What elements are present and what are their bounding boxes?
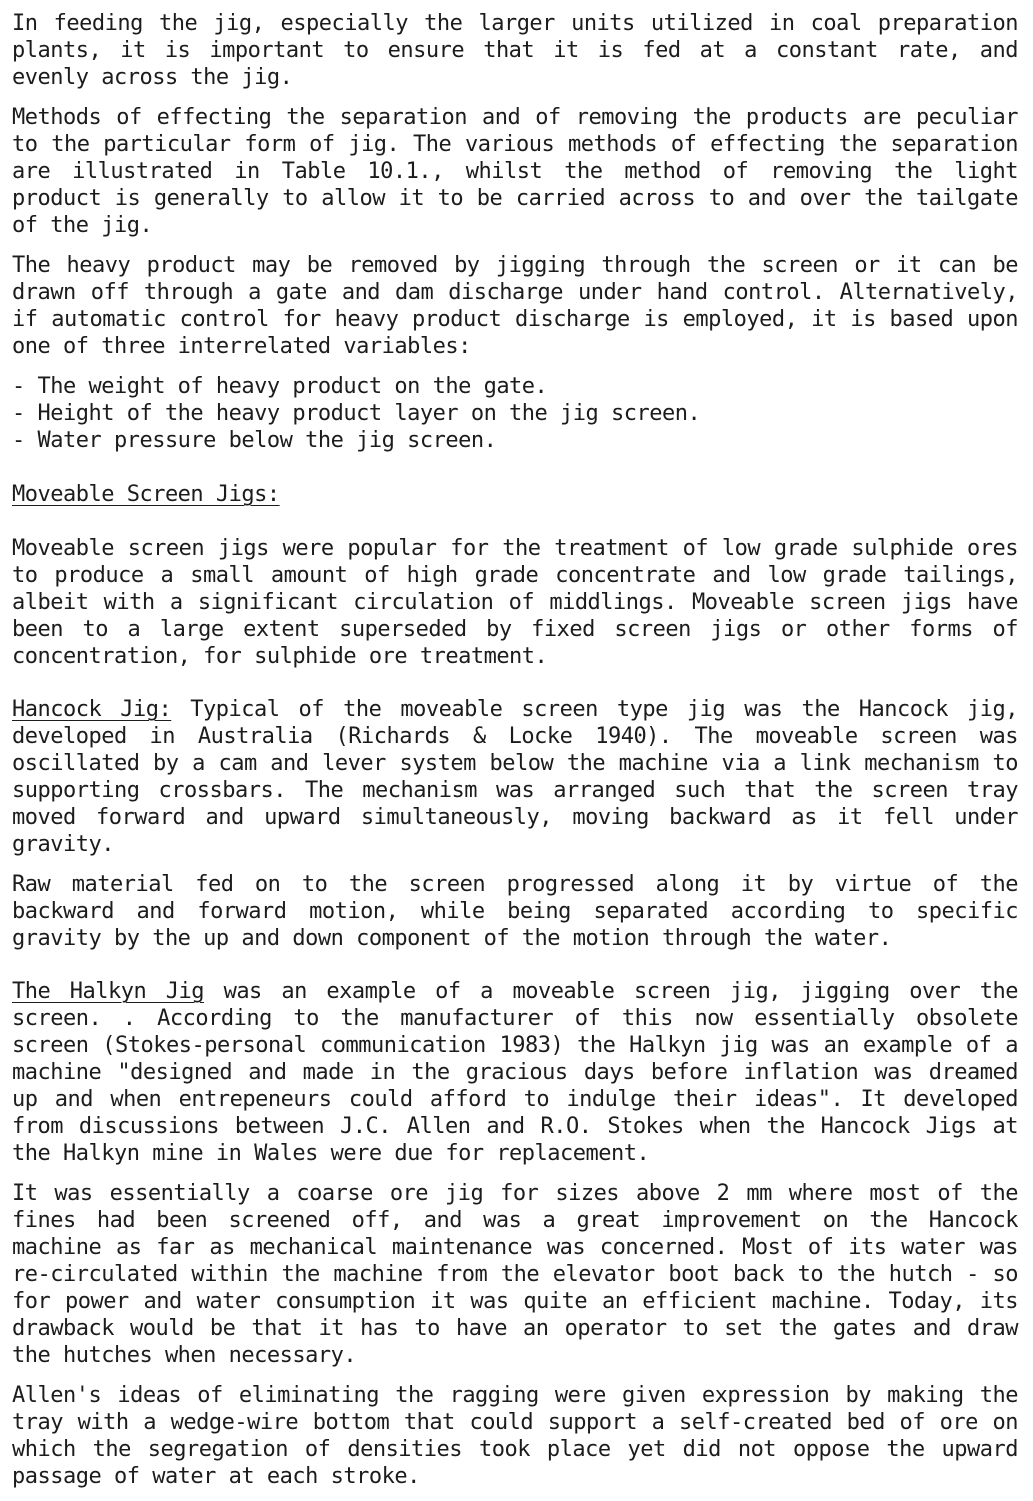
paragraph-coarse-ore: It was essentially a coarse ore jig for sizes above 2 mm where most of the fines had been screened off, and was a great improvement on the Hancock machine as far as mechanical maintenance was concerned. Most of its water was re-circulated within the machine from the elevator boot back to the hutch - so for power and water consumption it was quite an efficient machine. Today, its drawback would be that it has to have an operator to set the gates and draw the hutches when necessary.: [12, 1181, 1018, 1368]
halkyn-jig-text: was an example of a moveable screen jig, jigging over the screen. . According to the manufacturer of this now essentially obsolete screen (Stokes-personal communication 1983) the Halkyn jig was an example of a machine "designed and made in the gracious days before inflation was dreamed up and when entrepeneurs could afford to indulge their ideas". It developed from discussions between J.C. Allen and R.O. Stokes when the Hancock Jigs at the Halkyn mine in Wales were due for replacement.: [12, 979, 1019, 1166]
paragraph-hancock-jig: [12, 696, 1018, 858]
paragraph-halkyn-jig: [12, 978, 1018, 1167]
hancock-jig-lead: Hancock Jig:: [12, 697, 172, 722]
paragraph-raw-material: Raw material fed on to the screen progressed along it by virtue of the backward and forward motion, while being separated according to specific gravity by the up and down component of the motion through the water.: [12, 872, 1018, 951]
hancock-jig-text: Typical of the moveable screen type jig was the Hancock jig, developed in Australia (Richards & Locke 1940). The moveable screen was oscillated by a cam and lever system below the machine via a link mechanism to supporting crossbars. The mechanism was arranged such that the screen tray moved forward and upward simultaneously, moving backward as it fell under gravity.: [12, 697, 1018, 857]
paragraph-allen-ideas: Allen's ideas of eliminating the ragging were given expression by making the tray with a wedge-wire bottom that could support a self-created bed of ore on which the segregation of densities took place yet did not oppose the upward passage of water at each stroke.: [12, 1383, 1018, 1489]
paragraph-heavy-product: The heavy product may be removed by jigging through the screen or it can be drawn off through a gate and dam discharge under hand control. Alternatively, if automatic control for heavy product discharge is employed, it is based upon one of three interrelated variables:: [12, 253, 1018, 359]
halkyn-jig-lead: The Halkyn Jig: [12, 979, 205, 1004]
document-page: [12, 10, 1018, 1490]
list-item: - Height of the heavy product layer on the jig screen.: [12, 401, 701, 426]
control-variables-list: [12, 373, 1018, 454]
paragraph-separation-methods: Methods of effecting the separation and of removing the products are peculiar to the particular form of jig. The various methods of effecting the separation are illustrated in Table 10.1., whilst the method of removing the light product is generally to allow it to be carried across to and over the tailgate of the jig.: [12, 105, 1018, 238]
paragraph-feeding: In feeding the jig, especially the larger units utilized in coal preparation plants, it is important to ensure that it is fed at a constant rate, and evenly across the jig.: [12, 11, 1018, 90]
list-item: - The weight of heavy product on the gate.: [12, 374, 548, 399]
paragraph-moveable-screen-jigs: Moveable screen jigs were popular for the treatment of low grade sulphide ores to produce a small amount of high grade concentrate and low grade tailings, albeit with a significant circulation of middlings. Moveable screen jigs have been to a large extent superseded by fixed screen jigs or other forms of concentration, for sulphide ore treatment.: [12, 536, 1018, 669]
section-heading: Moveable Screen Jigs:: [12, 482, 280, 507]
list-item: - Water pressure below the jig screen.: [12, 428, 497, 453]
